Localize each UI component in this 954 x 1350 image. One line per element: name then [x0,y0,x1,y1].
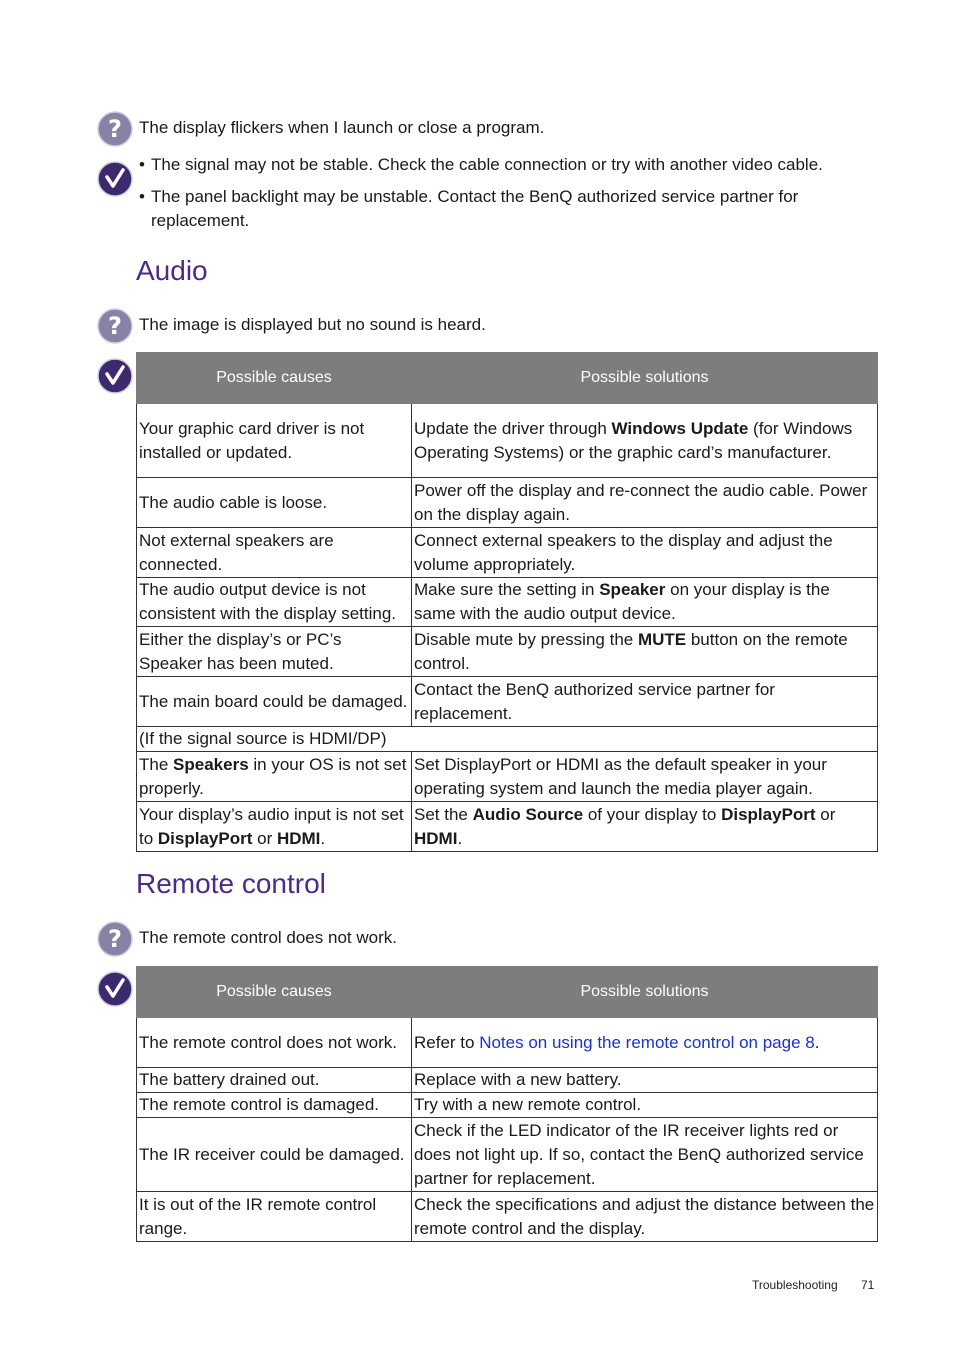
question-icon [97,921,133,957]
footer-section-title: Troubleshooting [752,1278,838,1292]
table-header-row [137,967,878,1018]
cause-cell: The Speakers in your OS is not set properly. [137,752,412,802]
checkmark-icon [97,358,133,394]
solution-cell: Try with a new remote control. [412,1093,878,1118]
svg-text:?: ? [108,115,122,143]
column-header-solutions: Possible solutions [412,353,878,404]
table-row [137,578,878,627]
svg-text:?: ? [108,312,122,340]
solution-cell: Check the specifications and adjust the distance between the remote control and the display. [412,1192,878,1242]
solution-cell: Make sure the setting in Speaker on your display is the same with the audio output device. [412,578,878,627]
table-row [137,528,878,578]
solution-cell: Set the Audio Source of your display to DisplayPort or HDMI. [412,802,878,852]
solution-cell: Set DisplayPort or HDMI as the default speaker in your operating system and launch the media player again. [412,752,878,802]
solution-cell: Check if the LED indicator of the IR receiver lights red or does not light up. If so, contact the BenQ authorized service partner for replacement. [412,1118,878,1192]
page-reference-link[interactable]: Notes on using the remote control on page 8 [479,1032,815,1052]
solution-cell: Connect external speakers to the display and adjust the volume appropriately. [412,528,878,578]
solution-cell: Contact the BenQ authorized service partner for replacement. [412,677,878,727]
cause-cell: Not external speakers are connected. [137,528,412,578]
svg-text:?: ? [108,925,122,953]
table-header-row [137,353,878,404]
cause-cell: It is out of the IR remote control range. [137,1192,412,1242]
solution-cell: Power off the display and re-connect the audio cable. Power on the display again. [412,478,878,528]
cause-cell: Your graphic card driver is not installed or updated. [137,404,412,478]
table-row [137,1118,878,1192]
table-row [137,677,878,727]
table-row [137,1093,878,1118]
table-row [137,802,878,852]
question-text: The image is displayed but no sound is heard. [139,315,486,334]
cause-cell: The remote control does not work. [137,1018,412,1068]
solution-cell: Replace with a new battery. [412,1068,878,1093]
table-row [137,752,878,802]
column-header-causes: Possible causes [137,967,412,1018]
table-row [137,404,878,478]
question-text: The display flickers when I launch or close a program. [139,118,545,137]
cause-cell: The audio output device is not consistent with the display setting. [137,578,412,627]
question-text: The remote control does not work. [139,928,397,947]
table-row [137,1018,878,1068]
table-row [137,1068,878,1093]
table-row [137,727,878,752]
answer-bullet: • The panel backlight may be unstable. Contact the BenQ authorized service partner for replacement. [139,185,869,233]
cause-cell: The audio cable is loose. [137,478,412,528]
audio-table [136,352,878,852]
cause-cell: The remote control is damaged. [137,1093,412,1118]
answer-bullet-text: The signal may not be stable. Check the cable connection or try with another video cable. [151,155,823,174]
table-row [137,627,878,677]
solution-cell: Disable mute by pressing the MUTE button on the remote control. [412,627,878,677]
solution-cell: Refer to Notes on using the remote control on page 8. [412,1018,878,1068]
column-header-causes: Possible causes [137,353,412,404]
question-icon [97,111,133,147]
page-number: 71 [861,1278,875,1292]
table-row [137,1192,878,1242]
condition-cell: (If the signal source is HDMI/DP) [137,727,878,752]
cause-cell: The main board could be damaged. [137,677,412,727]
section-heading-audio: Audio [136,255,208,286]
column-header-solutions: Possible solutions [412,967,878,1018]
cause-cell: The IR receiver could be damaged. [137,1118,412,1192]
cause-cell: Your display’s audio input is not set to DisplayPort or HDMI. [137,802,412,852]
answer-bullet: • The signal may not be stable. Check the cable connection or try with another video cable. [139,153,869,177]
cause-cell: Either the display’s or PC’s Speaker has been muted. [137,627,412,677]
cause-cell: The battery drained out. [137,1068,412,1093]
table-row [137,478,878,528]
remote-control-table [136,966,878,1242]
checkmark-icon [97,161,133,197]
section-heading-remote-control: Remote control [136,868,326,899]
answer-bullet-text: The panel backlight may be unstable. Contact the BenQ authorized service partner for replacement. [151,187,799,230]
checkmark-icon [97,971,133,1007]
solution-cell: Update the driver through Windows Update (for Windows Operating Systems) or the graphic card’s manufacturer. [412,404,878,478]
question-icon [97,308,133,344]
